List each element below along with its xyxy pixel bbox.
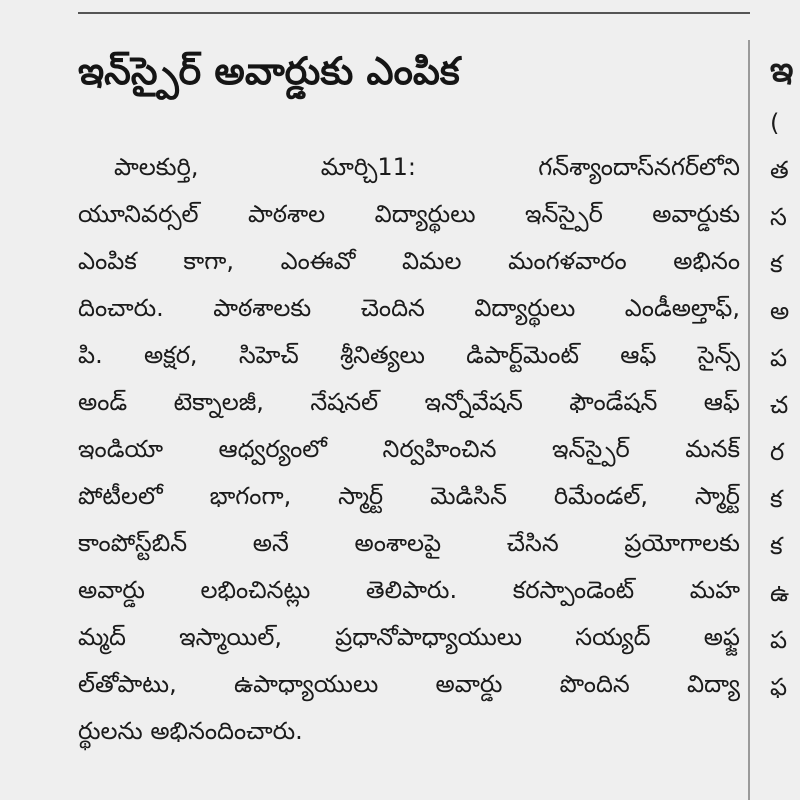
article-body [78, 144, 740, 755]
adjacent-line-fragment: అ [770, 297, 790, 325]
article-line: యూనివర్సల్ పాఠశాల విద్యార్థులు ఇన్‌స్పైర్ అవార్డుకు [78, 200, 740, 228]
article-line: అవార్డు లభించినట్లు తెలిపారు. కరస్పాండెంట్ మహ [78, 576, 740, 604]
adjacent-line-fragment: క [770, 532, 783, 560]
article-line: పి. అక్షర, సిహెచ్ శ్రీనిత్యలు డిపార్ట్‌మెంట్ ఆఫ్ సైన్స్ [78, 341, 740, 369]
adjacent-line-fragment: ( [770, 109, 780, 137]
top-rule [78, 12, 750, 14]
adjacent-column-fragment [770, 40, 800, 800]
article-line: ర్థులను అభినందించారు. [78, 717, 303, 745]
adjacent-line-fragment: ర [770, 438, 785, 466]
adjacent-line-fragment: క [770, 250, 783, 278]
article-line: మ్మద్ ఇస్మాయిల్, ప్రధానోపాధ్యాయులు సయ్యద్ అఫ్జ [78, 623, 740, 651]
article-line: పోటీలలో భాగంగా, స్మార్ట్ మెడిసిన్ రిమేండల్, స్మార్ట్ [78, 482, 740, 510]
article-line: ఎంపిక కాగా, ఎంఈవో విమల మంగళవారం అభినం [78, 247, 740, 275]
adjacent-headline-fragment: ఇ [770, 50, 794, 90]
article-line: ఇండియా ఆధ్వర్యంలో నిర్వహించిన ఇన్‌స్పైర్ మనక్ [78, 435, 740, 463]
adjacent-line-fragment: క [770, 485, 783, 513]
article-headline: ఇన్‌స్పైర్ అవార్డుకు ఎంపిక [78, 49, 460, 93]
article-line: కాంపోస్ట్‌బిన్ అనే అంశాలపై చేసిన ప్రయోగాలకు [78, 529, 740, 557]
column-divider [748, 40, 750, 800]
adjacent-line-fragment: ఫ [770, 673, 788, 701]
adjacent-line-fragment: స [770, 203, 787, 231]
article-line: పాలకుర్తి, మార్చి11: గన్‌శ్యాందాస్‌నగర్‌లోని [114, 153, 740, 181]
article-line: ల్‌తోపాటు, ఉపాధ్యాయులు అవార్డు పొందిన విద్యా [78, 670, 740, 698]
article-line: అండ్ టెక్నాలజీ, నేషనల్ ఇన్నోవేషన్ ఫౌండేషన్ ఆఫ్ [78, 388, 740, 416]
adjacent-line-fragment: ప [770, 626, 788, 654]
article-line: దించారు. పాఠశాలకు చెందిన విద్యార్థులు ఎండీఅల్తాఫ్, [78, 294, 740, 322]
adjacent-line-fragment: చ [770, 391, 789, 419]
adjacent-line-fragment: ప [770, 344, 788, 372]
adjacent-line-fragment: ఉ [770, 579, 790, 607]
adjacent-line-fragment: త [770, 156, 789, 184]
